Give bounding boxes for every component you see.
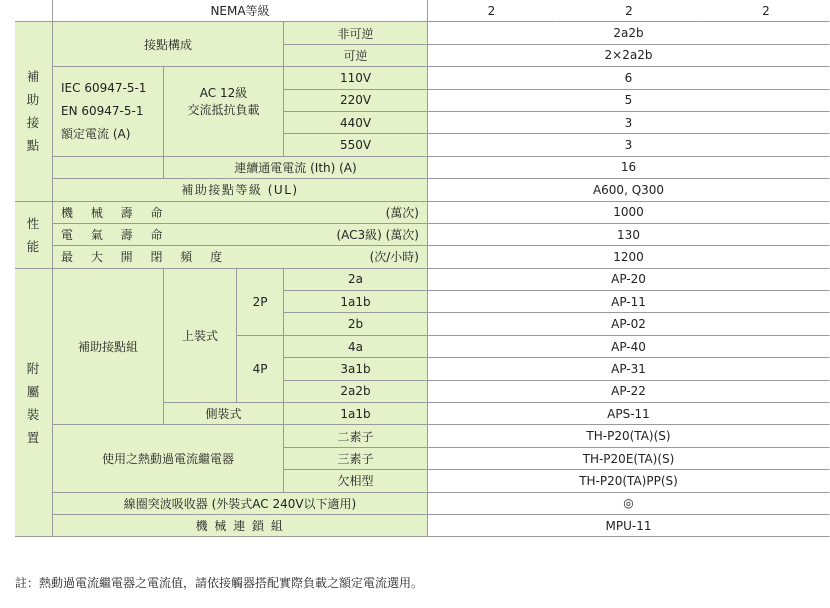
spec-table xyxy=(15,0,830,537)
perf-row xyxy=(15,246,830,268)
model-number: AP-20 xyxy=(428,269,830,291)
model-number: AP-11 xyxy=(428,291,830,313)
perf-row xyxy=(15,224,830,246)
perf-item-name: 最 大 開 閉 頻 度 xyxy=(61,250,230,265)
model-number: AP-40 xyxy=(428,336,830,358)
contact-type: 4a xyxy=(284,336,428,358)
acc-group-label xyxy=(15,269,53,538)
contact-type: 1a1b xyxy=(284,403,428,425)
aux-group-char-3: 接 xyxy=(26,115,41,131)
perf-group-char-1: 性 xyxy=(26,215,41,231)
standard-en: EN 60947-5-1 xyxy=(61,103,144,118)
irreversible-label: 非可逆 xyxy=(284,22,428,44)
surge-label: 線圈突波吸收器 (外裝式AC 240V以下適用) xyxy=(53,493,428,515)
contact-type: 3a1b xyxy=(284,358,428,380)
voltage-label: 550V xyxy=(284,134,428,156)
relay-model: TH-P20(TA)(S) xyxy=(428,425,830,447)
nema-value-2: 2 xyxy=(556,0,703,22)
perf-item-name: 電 氣 壽 命 xyxy=(61,228,170,243)
perf-group-label xyxy=(15,202,53,269)
top-mount-label: 上裝式 xyxy=(164,269,237,403)
ith-blank xyxy=(53,157,164,179)
interlock-value: MPU-11 xyxy=(428,515,830,537)
standards-cell xyxy=(53,67,164,157)
contact-type: 2b xyxy=(284,313,428,335)
nema-blank xyxy=(15,0,53,22)
surge-row xyxy=(15,493,830,515)
acc-group-char-2: 屬 xyxy=(26,383,41,399)
voltage-label: 440V xyxy=(284,112,428,134)
aux-unit-label: 補助接點組 xyxy=(53,269,164,426)
relay-element: 二素子 xyxy=(284,425,428,447)
interlock-label: 機 械 連 鎖 組 xyxy=(53,515,428,537)
ith-label: 連續通電電流 (Ith) (A) xyxy=(164,157,428,179)
perf-item-name: 機 械 壽 命 xyxy=(61,205,170,220)
perf-item xyxy=(53,246,428,268)
aux-group-char-2: 助 xyxy=(26,92,41,108)
contact-config-label: 接點構成 xyxy=(53,22,284,67)
model-number: AP-31 xyxy=(428,358,830,380)
relay-element: 三素子 xyxy=(284,448,428,470)
surge-value: ◎ xyxy=(428,493,830,515)
aux-group-char-4: 點 xyxy=(26,138,41,154)
contact-type: 1a1b xyxy=(284,291,428,313)
contact-type: 2a xyxy=(284,269,428,291)
ith-value: 16 xyxy=(428,157,830,179)
model-number: AP-22 xyxy=(428,381,830,403)
relay-element: 欠相型 xyxy=(284,470,428,492)
aux-irreversible-row xyxy=(15,22,830,44)
irreversible-value: 2a2b xyxy=(428,22,830,44)
perf-value: 1000 xyxy=(428,202,830,224)
voltage-row xyxy=(15,67,830,89)
relay-model: TH-P20(TA)PP(S) xyxy=(428,470,830,492)
aux-group-char-1: 補 xyxy=(26,69,41,85)
perf-group-char-2: 能 xyxy=(26,238,41,254)
voltage-current: 3 xyxy=(428,134,830,156)
contact-type: 2a2b xyxy=(284,381,428,403)
rated-current-label: 額定電流 (A) xyxy=(61,126,131,141)
perf-item xyxy=(53,202,428,224)
nema-row xyxy=(15,0,830,22)
acc-row xyxy=(15,269,830,291)
perf-item-unit: (次/小時) xyxy=(369,250,419,265)
voltage-current: 3 xyxy=(428,112,830,134)
acc-group-char-4: 置 xyxy=(26,429,41,445)
spec-table-wrap xyxy=(15,0,830,537)
standard-iec: IEC 60947-5-1 xyxy=(61,80,147,95)
pole-4p-label: 4P xyxy=(237,336,284,403)
ith-row xyxy=(15,157,830,179)
model-number: APS-11 xyxy=(428,403,830,425)
acc-group-char-3: 裝 xyxy=(26,406,41,422)
footnote: 註：熱動過電流繼電器之電流值，請依接觸器搭配實際負載之額定電流選用。 xyxy=(15,576,424,590)
perf-item-unit: (萬次) xyxy=(385,205,419,220)
perf-value: 130 xyxy=(428,224,830,246)
aux-group-label xyxy=(15,22,53,201)
ac12-class: AC 12級 xyxy=(199,86,248,101)
ul-value: A600, Q300 xyxy=(428,179,830,201)
ac12-load: 交流抵抗負載 xyxy=(187,103,260,118)
relay-row xyxy=(15,425,830,447)
pole-2p-label: 2P xyxy=(237,269,284,336)
perf-item-unit: (AC3級) (萬次) xyxy=(336,228,419,243)
interlock-row xyxy=(15,515,830,537)
nema-value-3: 2 xyxy=(703,0,830,22)
perf-item xyxy=(53,224,428,246)
ul-label: 補助接點等級 (UL) xyxy=(53,179,428,201)
nema-value-1: 2 xyxy=(428,0,556,22)
model-number: AP-02 xyxy=(428,313,830,335)
reversible-label: 可逆 xyxy=(284,45,428,67)
reversible-value: 2×2a2b xyxy=(428,45,830,67)
voltage-label: 220V xyxy=(284,90,428,112)
ul-row xyxy=(15,179,830,201)
voltage-current: 5 xyxy=(428,90,830,112)
nema-label: NEMA等級 xyxy=(53,0,428,22)
voltage-label: 110V xyxy=(284,67,428,89)
relay-model: TH-P20E(TA)(S) xyxy=(428,448,830,470)
perf-value: 1200 xyxy=(428,246,830,268)
voltage-current: 6 xyxy=(428,67,830,89)
ac12-cell xyxy=(164,67,284,157)
perf-row xyxy=(15,202,830,224)
side-mount-label: 側裝式 xyxy=(164,403,284,425)
relay-label: 使用之熱動過電流繼電器 xyxy=(53,425,284,492)
acc-group-char-1: 附 xyxy=(26,360,41,376)
